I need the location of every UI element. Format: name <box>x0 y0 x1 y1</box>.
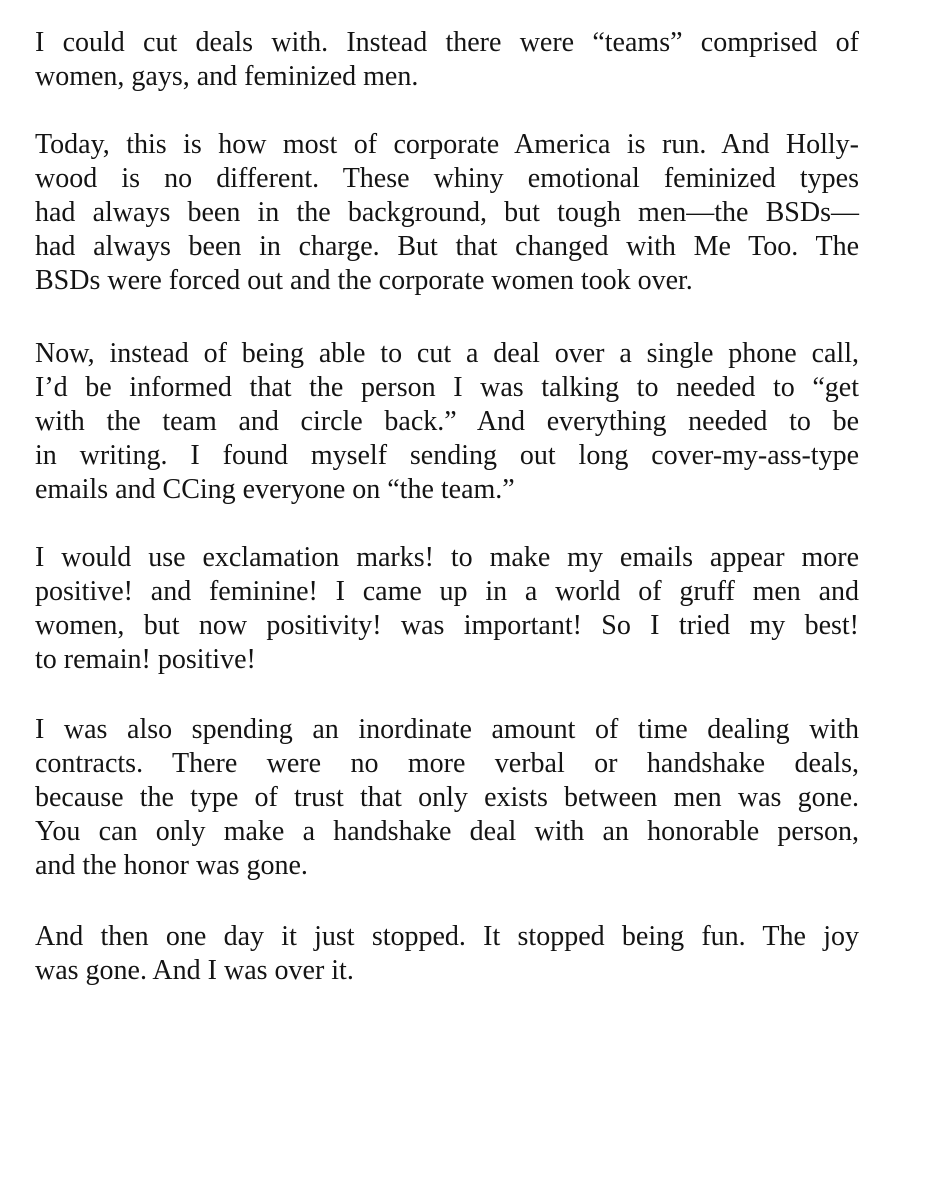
text-line: I was also spending an inordinate amount of time dealing with <box>35 714 859 745</box>
text-line: because the type of trust that only exists between men was gone. <box>35 782 859 813</box>
text-line: You can only make a handshake deal with an honorable person, <box>35 816 859 847</box>
text-line: wood is no different. These whiny emotional feminized types <box>35 163 859 194</box>
text-line: positive! and feminine! I came up in a world of gruff men and <box>35 576 859 607</box>
paragraph-5 <box>35 713 859 883</box>
paragraph-3 <box>35 337 859 507</box>
text-line: Now, instead of being able to cut a deal over a single phone call, <box>35 338 859 369</box>
text-line: had always been in the background, but tough men—the BSDs— <box>35 197 859 228</box>
text-line: was gone. And I was over it. <box>35 955 354 986</box>
text-line: contracts. There were no more verbal or handshake deals, <box>35 748 859 779</box>
text-line: Today, this is how most of corporate America is run. And Holly- <box>35 129 859 160</box>
paragraph-4 <box>35 541 859 677</box>
text-line: to remain! positive! <box>35 644 256 675</box>
text-line: women, gays, and feminized men. <box>35 61 419 92</box>
text-line: with the team and circle back.” And everything needed to be <box>35 406 859 437</box>
text-line: women, but now positivity! was important! So I tried my best! <box>35 610 859 641</box>
text-line: had always been in charge. But that changed with Me Too. The <box>35 231 859 262</box>
document-page <box>35 26 859 988</box>
paragraph-2 <box>35 128 859 298</box>
paragraph-1 <box>35 26 859 94</box>
text-line: I could cut deals with. Instead there were “teams” comprised of <box>35 27 859 58</box>
text-line: emails and CCing everyone on “the team.” <box>35 474 515 505</box>
text-line: I would use exclamation marks! to make my emails appear more <box>35 542 859 573</box>
text-line: and the honor was gone. <box>35 850 308 881</box>
text-line: BSDs were forced out and the corporate women took over. <box>35 265 693 296</box>
text-line: in writing. I found myself sending out long cover-my-ass-type <box>35 440 859 471</box>
text-line: And then one day it just stopped. It stopped being fun. The joy <box>35 921 859 952</box>
paragraph-6 <box>35 920 859 988</box>
text-line: I’d be informed that the person I was talking to needed to “get <box>35 372 859 403</box>
